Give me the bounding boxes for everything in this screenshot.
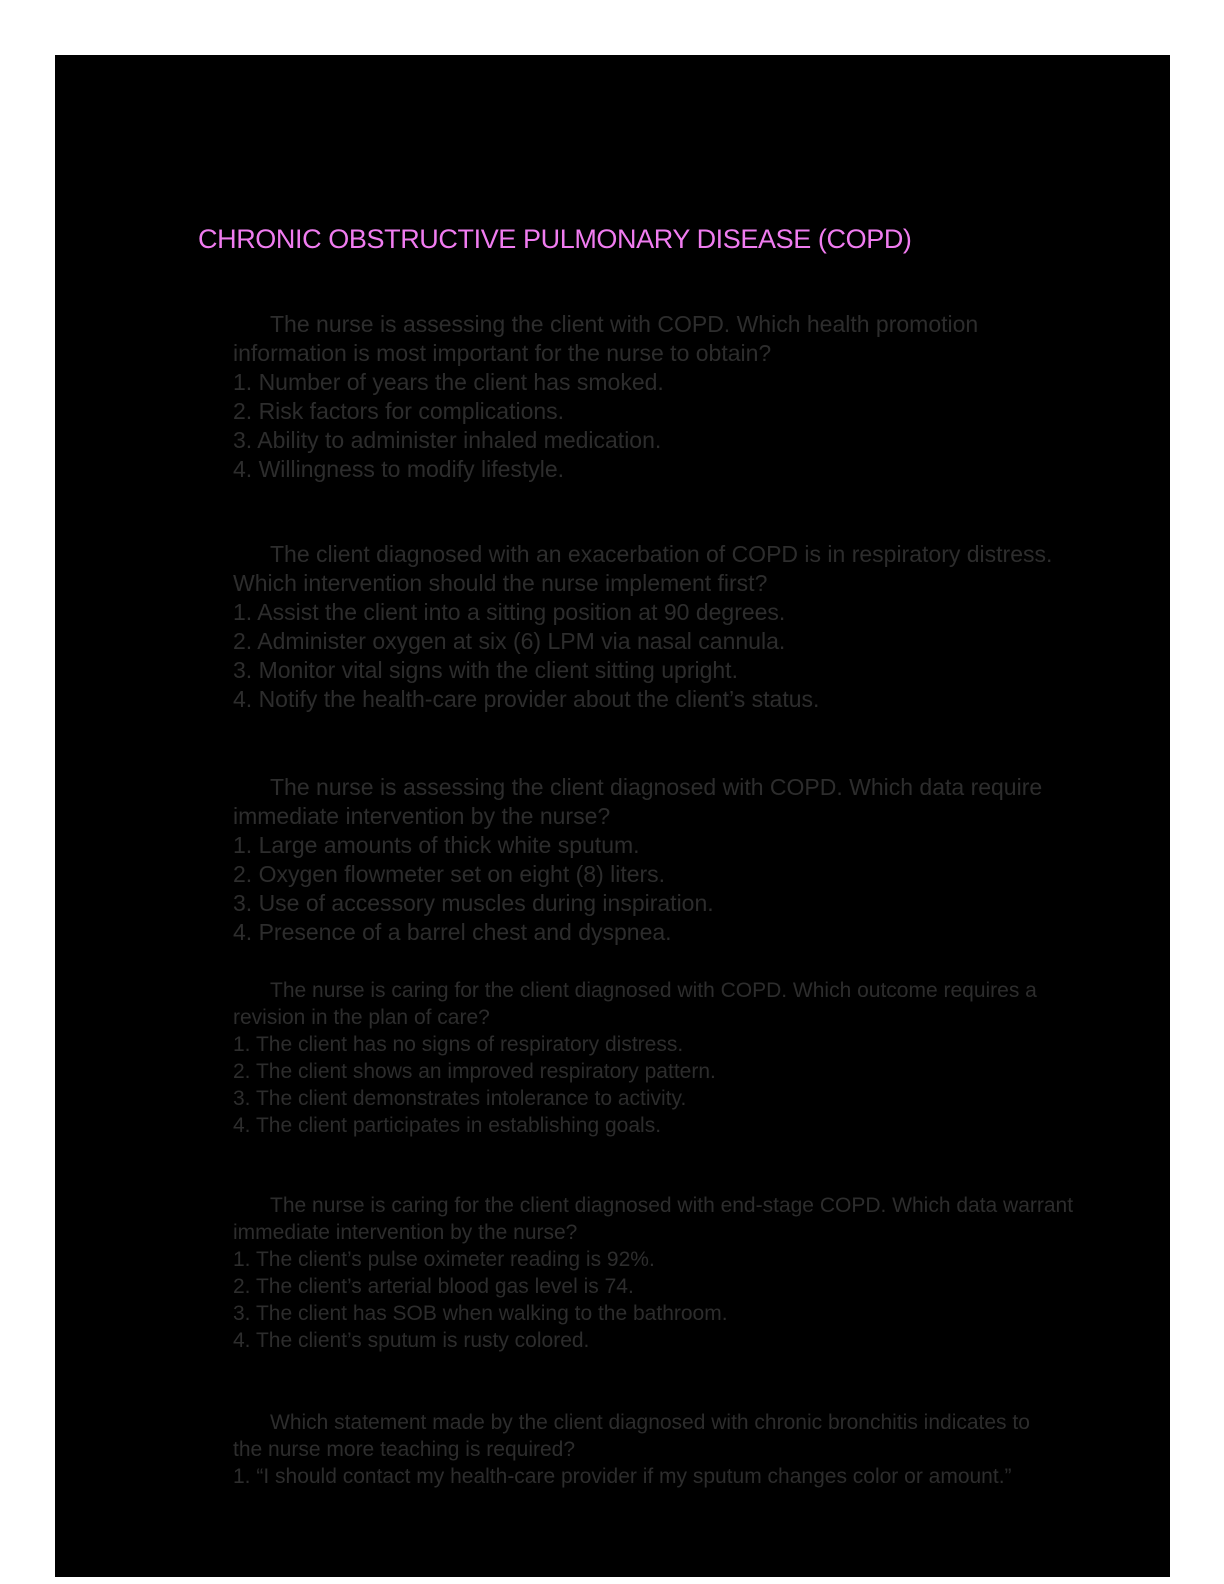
question-line: 2. The client’s arterial blood gas level is 74. bbox=[233, 1275, 634, 1298]
document-page bbox=[55, 55, 1170, 1577]
question-line: 1. The client’s pulse oximeter reading is 92%. bbox=[233, 1248, 655, 1271]
question-line: immediate intervention by the nurse? bbox=[233, 803, 611, 829]
question-line: 3. The client demonstrates intolerance to activity. bbox=[233, 1087, 687, 1110]
question-line: 2. The client shows an improved respiratory pattern. bbox=[233, 1060, 716, 1083]
question-line: 2. Risk factors for complications. bbox=[233, 398, 565, 424]
question-line: the nurse more teaching is required? bbox=[233, 1438, 576, 1461]
question-line: 4. Willingness to modify lifestyle. bbox=[233, 456, 565, 482]
question-line: 1. Large amounts of thick white sputum. bbox=[233, 832, 640, 858]
question-line: The nurse is caring for the client diagnosed with end-stage COPD. Which data warrant bbox=[270, 1194, 1074, 1217]
question-line: The nurse is assessing the client diagnosed with COPD. Which data require bbox=[270, 774, 1043, 800]
question-block-2 bbox=[233, 540, 1223, 714]
question-line: Which statement made by the client diagnosed with chronic bronchitis indicates to bbox=[270, 1411, 1030, 1434]
question-block-1 bbox=[233, 310, 1223, 484]
question-block-6 bbox=[233, 1409, 1223, 1490]
question-line: information is most important for the nurse to obtain? bbox=[233, 340, 772, 366]
question-line: 2. Administer oxygen at six (6) LPM via nasal cannula. bbox=[233, 628, 786, 654]
question-line: 1. Assist the client into a sitting position at 90 degrees. bbox=[233, 599, 786, 625]
question-line: The nurse is assessing the client with COPD. Which health promotion bbox=[270, 311, 979, 337]
question-line: Which intervention should the nurse implement first? bbox=[233, 570, 768, 596]
question-line: revision in the plan of care? bbox=[233, 1006, 490, 1029]
question-block-5 bbox=[233, 1192, 1223, 1354]
question-line: 3. Ability to administer inhaled medication. bbox=[233, 427, 662, 453]
question-line: 1. The client has no signs of respiratory distress. bbox=[233, 1033, 684, 1056]
question-line: 2. Oxygen flowmeter set on eight (8) liters. bbox=[233, 861, 666, 887]
question-line: 1. “I should contact my health-care provider if my sputum changes color or amount.” bbox=[233, 1465, 1012, 1488]
question-line: 4. The client participates in establishing goals. bbox=[233, 1114, 662, 1137]
question-line: The nurse is caring for the client diagnosed with COPD. Which outcome requires a bbox=[270, 979, 1037, 1002]
question-line: 4. The client’s sputum is rusty colored. bbox=[233, 1329, 590, 1352]
question-line: 3. The client has SOB when walking to the bathroom. bbox=[233, 1302, 728, 1325]
question-line: immediate intervention by the nurse? bbox=[233, 1221, 578, 1244]
question-block-4 bbox=[233, 977, 1223, 1139]
page-title: CHRONIC OBSTRUCTIVE PULMONARY DISEASE (COPD) bbox=[198, 224, 912, 254]
question-line: 4. Notify the health-care provider about the client’s status. bbox=[233, 686, 820, 712]
question-line: 3. Monitor vital signs with the client sitting upright. bbox=[233, 657, 738, 683]
question-line: 1. Number of years the client has smoked. bbox=[233, 369, 664, 395]
question-line: 4. Presence of a barrel chest and dyspnea. bbox=[233, 919, 672, 945]
question-line: The client diagnosed with an exacerbation of COPD is in respiratory distress. bbox=[270, 541, 1053, 567]
question-line: 3. Use of accessory muscles during inspiration. bbox=[233, 890, 714, 916]
question-block-3 bbox=[233, 773, 1223, 947]
